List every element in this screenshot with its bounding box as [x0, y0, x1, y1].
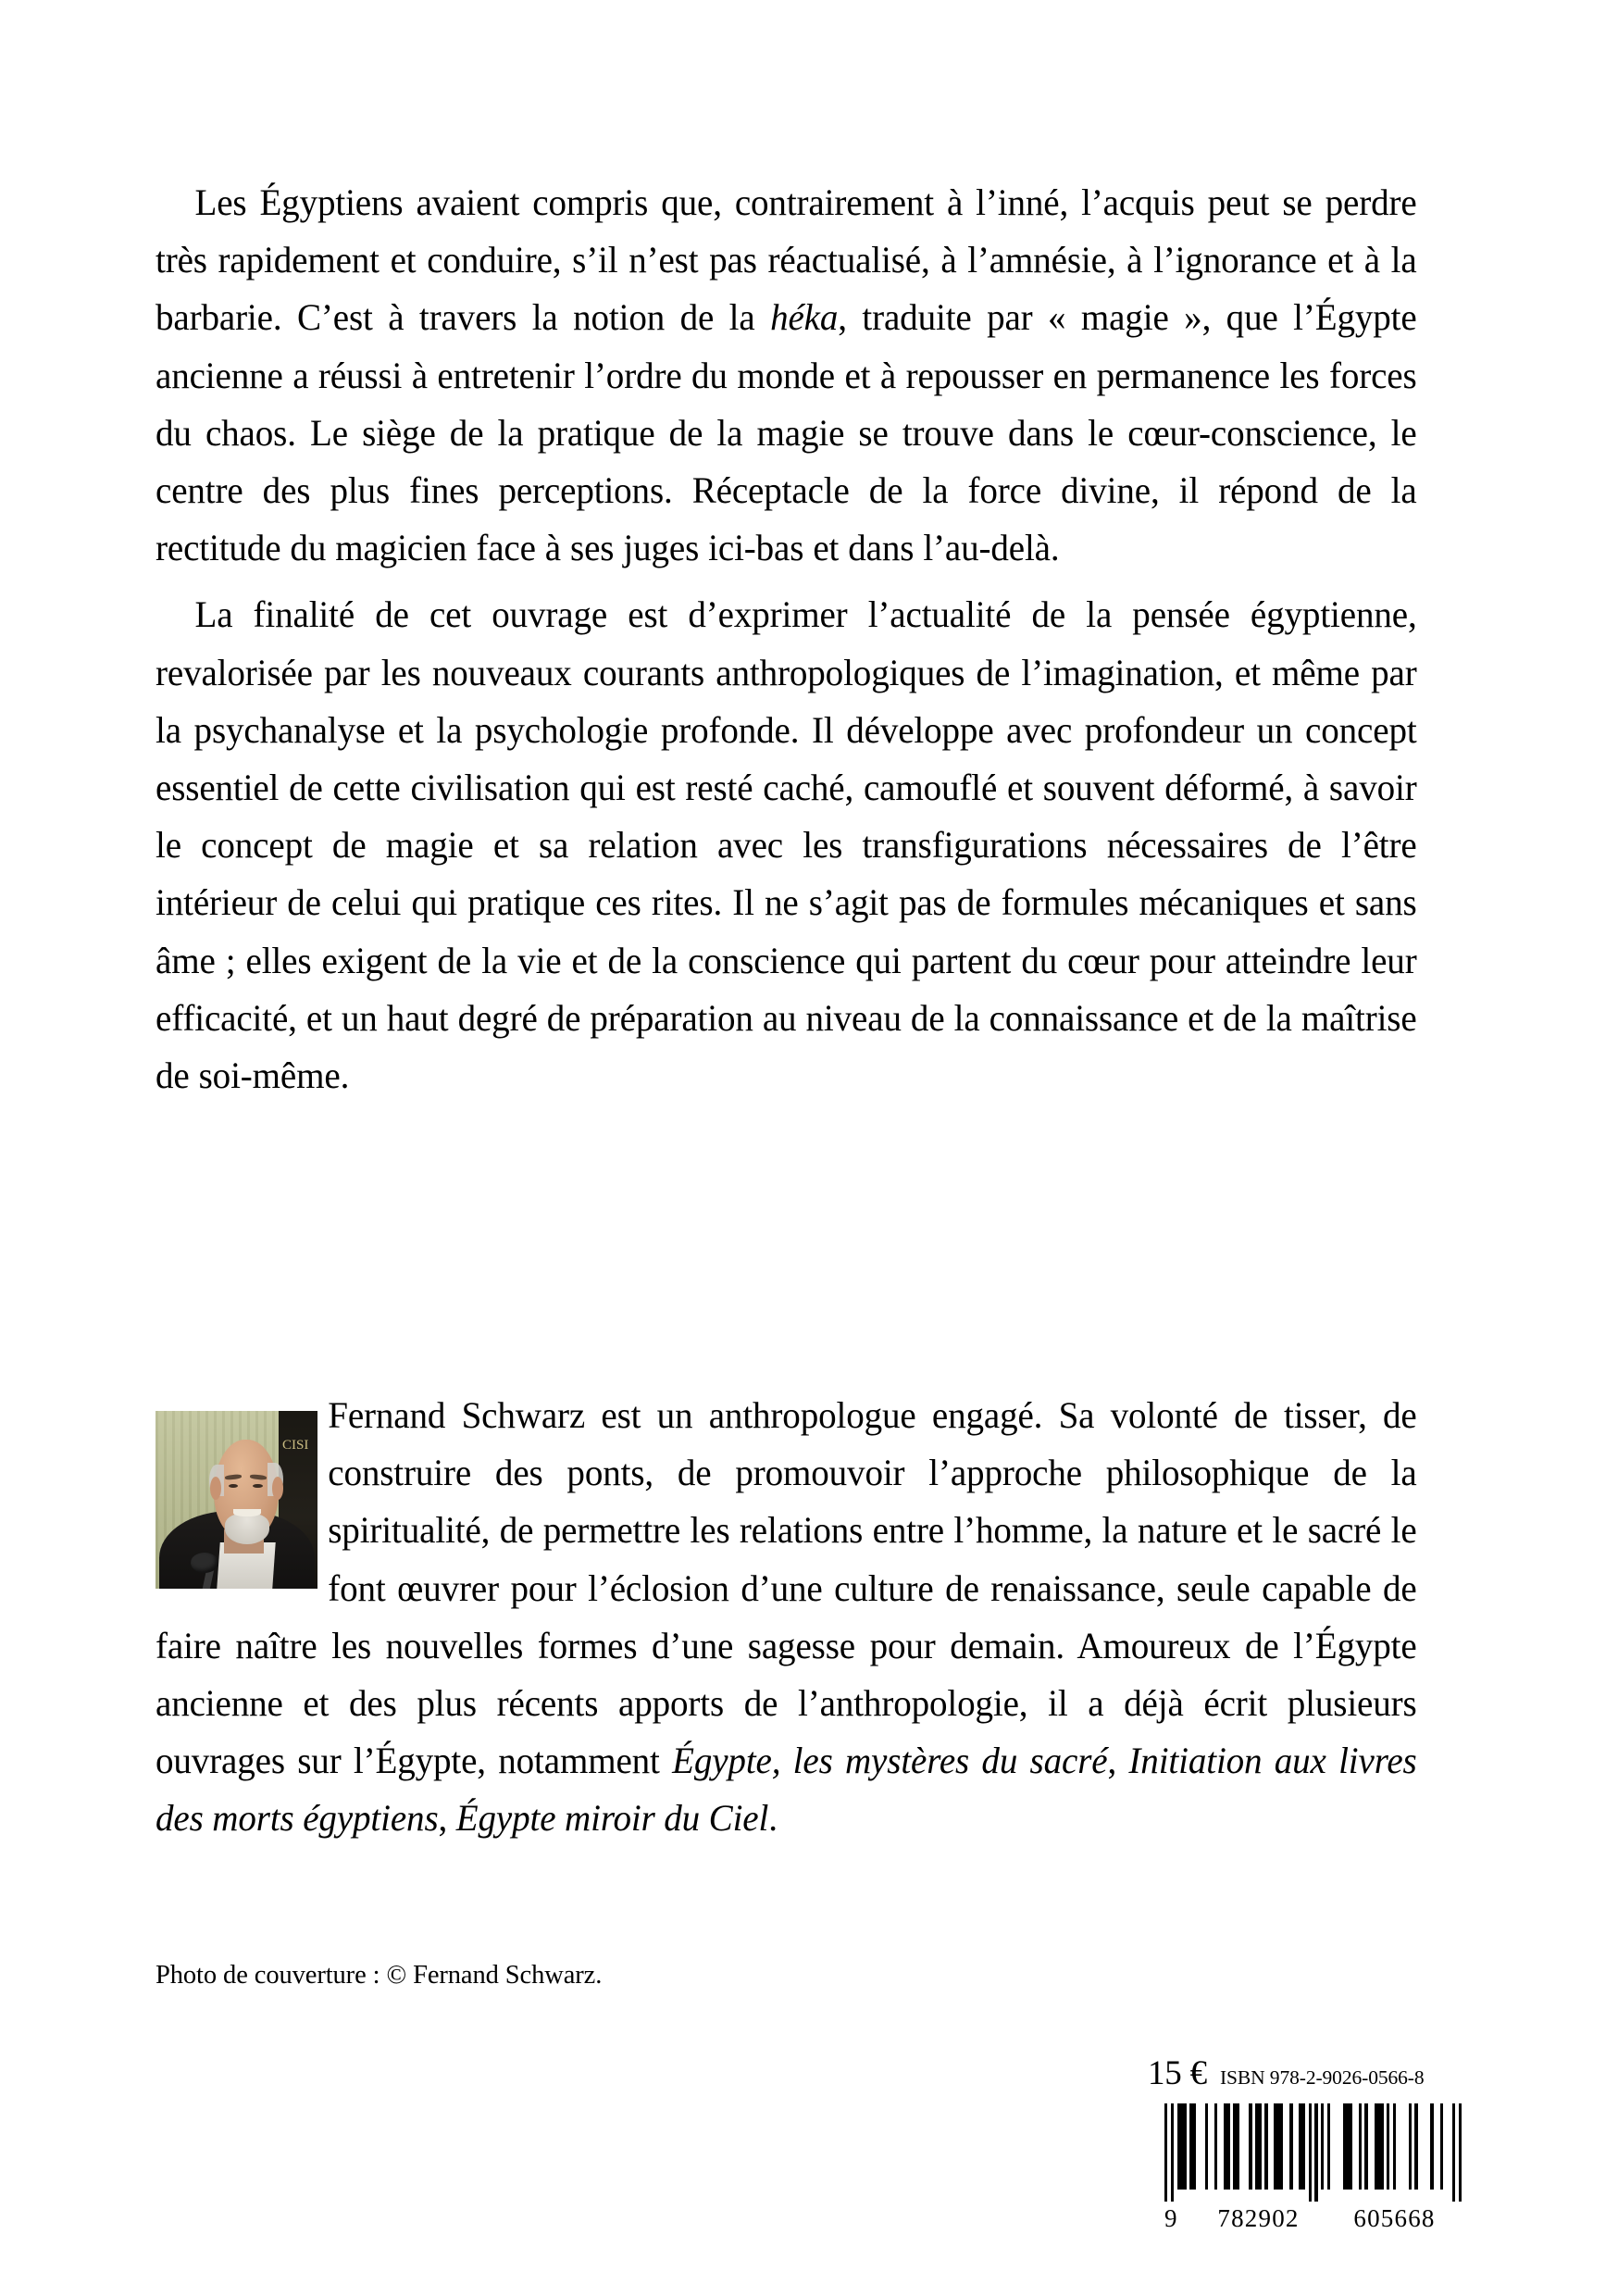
barcode-bar [1343, 2103, 1352, 2190]
barcode-bar [1330, 2103, 1343, 2190]
paragraph-2 [156, 586, 1417, 1104]
barcode-bar [1224, 2103, 1230, 2190]
barcode-lead-digit: 9 [1164, 2204, 1178, 2232]
barcode-left-group: 782902 [1217, 2204, 1300, 2232]
barcode-bar [1418, 2103, 1431, 2190]
photo-credit-line: Photo de couverture : © Fernand Schwarz. [156, 1961, 603, 1990]
ean13-barcode [1164, 2103, 1462, 2233]
barcode-bar [1217, 2103, 1224, 2190]
barcode-bar [1177, 2103, 1187, 2190]
barcode-bar [1396, 2103, 1409, 2190]
barcode-bar [1443, 2103, 1452, 2190]
book-title-2: Initiation aux livres des morts égyptiens [156, 1740, 1417, 1840]
barcode-bar [1274, 2103, 1283, 2190]
barcode-bar [1352, 2103, 1359, 2190]
barcode-bar [1208, 2103, 1214, 2190]
paragraph-1 [156, 174, 1417, 577]
price-label: 15 € [1148, 2054, 1207, 2092]
portrait-poster-letters: CISI [282, 1438, 309, 1453]
para2-text: La finalité de cet ouvrage est d’exprimer l’actualité de la pensée égyptienne, revalorisée par les nouveaux courants anthropologiques de l’imagination, et même par la psychanalyse et la psychologie profonde. Il développe avec profondeur un concept essentiel de cette civilisation qui est resté caché, camouflé et souvent déformé, à savoir le concept de magie et sa relation avec les transfigurations nécessaires de l’être intérieur de celui qui pratique ces rites. Il ne s’agit pas de formules mécaniques et sans âme ; elles exigent de la vie et de la conscience qui partent du cœur pour atteindre leur efficacité, et un haut degré de préparation au niveau de la connaissance et de la maîtrise de soi-même. [156, 593, 1417, 1097]
barcode-bar [1434, 2103, 1440, 2190]
barcode-right-group: 605668 [1353, 2204, 1436, 2232]
book-title-3: Égypte miroir du Ciel [455, 1797, 769, 1840]
para1-part2: , traduite par « magie », que l’Égypte ancienne a réussi à entretenir l’ordre du monde et à repousser en permanence les forces du chaos. Le siège de la pratique de la magie se trouve dans le cœur-conscience, le centre des plus fines perceptions. Réceptacle de la force divine, il répond de la rectitude du magicien face à ses juges ici-bas et dans l’au-delà. [156, 296, 1417, 569]
barcode-bar [1368, 2103, 1375, 2190]
barcode-bar [1283, 2103, 1289, 2190]
bio-sep1: , [1107, 1740, 1129, 1782]
isbn-label: ISBN 978-2-9026-0566-8 [1219, 2066, 1425, 2089]
bio-end: . [768, 1797, 778, 1840]
para1-part1: Les Égyptiens avaient compris que, contrairement à l’inné, l’acquis peut se perdre très rapidement et conduire, s’il n’est pas réactualisé, à l’amnésie, à l’ignorance et à la barbarie. C’est à travers la notion de la [156, 181, 1417, 339]
bio-part1: Fernand Schwarz est un anthropologue engagé. Sa volonté de tisser, de construire des ponts, de promouvoir l’approche philosophique de la spiritualité, de permettre les relations entre l’homme, la nature et le sacré le font œuvrer pour l’éclosion d’une culture de renaissance, seule capable de faire naître les nouvelles formes d’une sagesse pour demain. Amoureux de l’Égypte ancienne et des plus récents apports de l’anthropologie, il a déjà écrit plusieurs ouvrages sur l’Égypte, notamment [156, 1394, 1417, 1782]
barcode-bar [1255, 2103, 1262, 2190]
barcode-bar [1375, 2103, 1384, 2190]
body-text-column [156, 174, 1462, 1104]
author-bio-paragraph [156, 1387, 1417, 1848]
barcode-bar [1189, 2103, 1196, 2190]
para1-italic-heka: héka [770, 296, 839, 339]
book-title-1: Égypte, les mystères du sacré [672, 1740, 1108, 1782]
author-block [156, 1387, 1462, 1848]
barcode-bar [1239, 2103, 1249, 2190]
barcode-bar [1233, 2103, 1239, 2190]
bio-sep2: , [438, 1797, 456, 1840]
barcode-bar [1299, 2103, 1305, 2190]
barcode-bar [1293, 2103, 1300, 2190]
price-isbn-row [1148, 2053, 1462, 2093]
barcode-bar [1196, 2103, 1205, 2190]
barcode-bar [1268, 2103, 1275, 2190]
barcode-bars [1164, 2103, 1462, 2202]
barcode-bar [1459, 2103, 1462, 2202]
barcode-digits [1164, 2202, 1462, 2233]
